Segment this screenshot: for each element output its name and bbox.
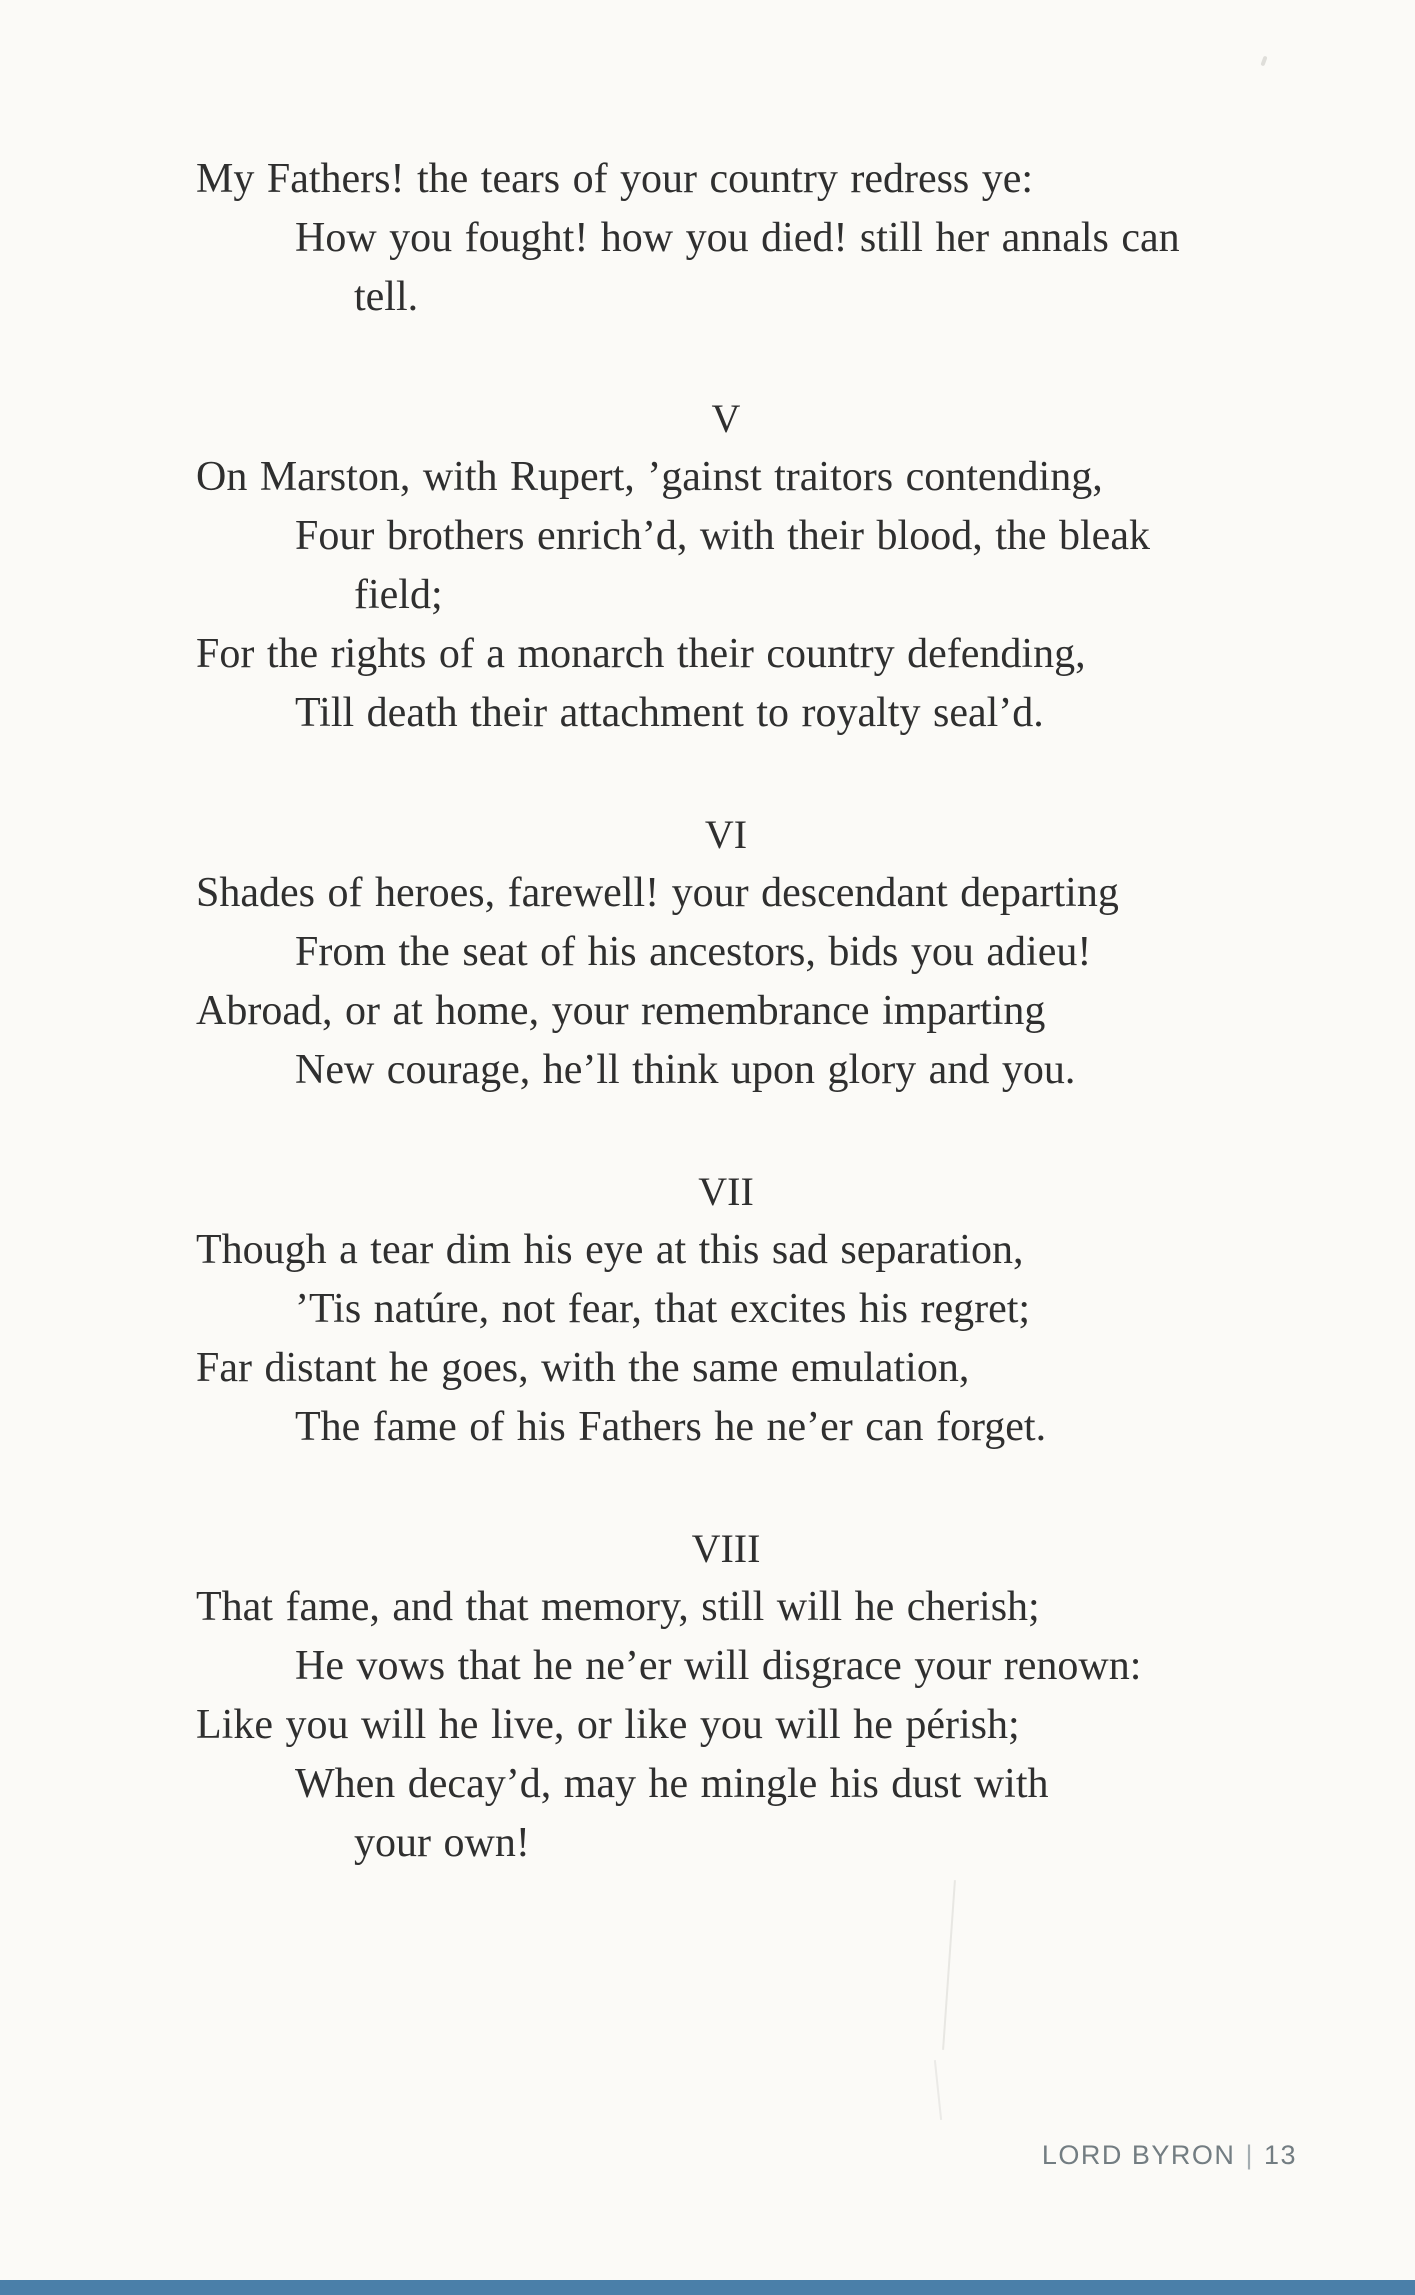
scan-artifact-speck <box>1260 56 1267 67</box>
stanza-number: VII <box>698 1169 754 1214</box>
poem-line: That fame, and that memory, still will he cherish; <box>196 1584 1040 1630</box>
scan-artifact-streak <box>934 2060 942 2120</box>
footer-page-number: 13 <box>1263 2140 1297 2170</box>
poem-line: From the seat of his ancestors, bids you adieu! <box>295 929 1092 975</box>
footer-author: LORD BYRON <box>1041 2140 1236 2170</box>
scan-artifact-streak <box>942 1880 956 2050</box>
poem-line: How you fought! how you died! still her annals can <box>295 215 1180 261</box>
stanza-number: VIII <box>691 1526 761 1571</box>
scan-bottom-edge-bar <box>0 2280 1415 2295</box>
poem-line: Like you will he live, or like you will he pérish; <box>196 1702 1020 1748</box>
poem-line: New courage, he’ll think upon glory and you. <box>295 1047 1076 1093</box>
poem-line: Till death their attachment to royalty seal’d. <box>295 690 1044 736</box>
page-footer <box>1042 2140 1297 2171</box>
poem-line: My Fathers! the tears of your country redress ye: <box>196 156 1034 202</box>
poem-line: The fame of his Fathers he ne’er can forget. <box>295 1404 1047 1450</box>
poem-line: your own! <box>354 1820 530 1866</box>
poem-line: Shades of heroes, farewell! your descendant departing <box>196 870 1119 916</box>
poem-line: tell. <box>354 274 419 320</box>
poem-line: ’Tis natúre, not fear, that excites his regret; <box>295 1286 1031 1332</box>
poem-line: Abroad, or at home, your remembrance imparting <box>196 988 1046 1034</box>
poem-line: He vows that he ne’er will disgrace your renown: <box>295 1643 1142 1689</box>
poem-line: Four brothers enrich’d, with their blood, the bleak <box>295 513 1150 559</box>
poem-line: For the rights of a monarch their country defending, <box>196 631 1086 677</box>
stanza-number: VI <box>704 812 748 857</box>
poem-line: When decay’d, may he mingle his dust with <box>295 1761 1049 1807</box>
poem-text-block <box>196 150 1256 1873</box>
poem-line: On Marston, with Rupert, ’gainst traitors contending, <box>196 454 1103 500</box>
poem-line: Far distant he goes, with the same emulation, <box>196 1345 970 1391</box>
poem-line: Though a tear dim his eye at this sad separation, <box>196 1227 1024 1273</box>
poem-line: field; <box>354 572 443 618</box>
stanza-number: V <box>711 396 741 441</box>
footer-separator: | <box>1245 2140 1254 2170</box>
